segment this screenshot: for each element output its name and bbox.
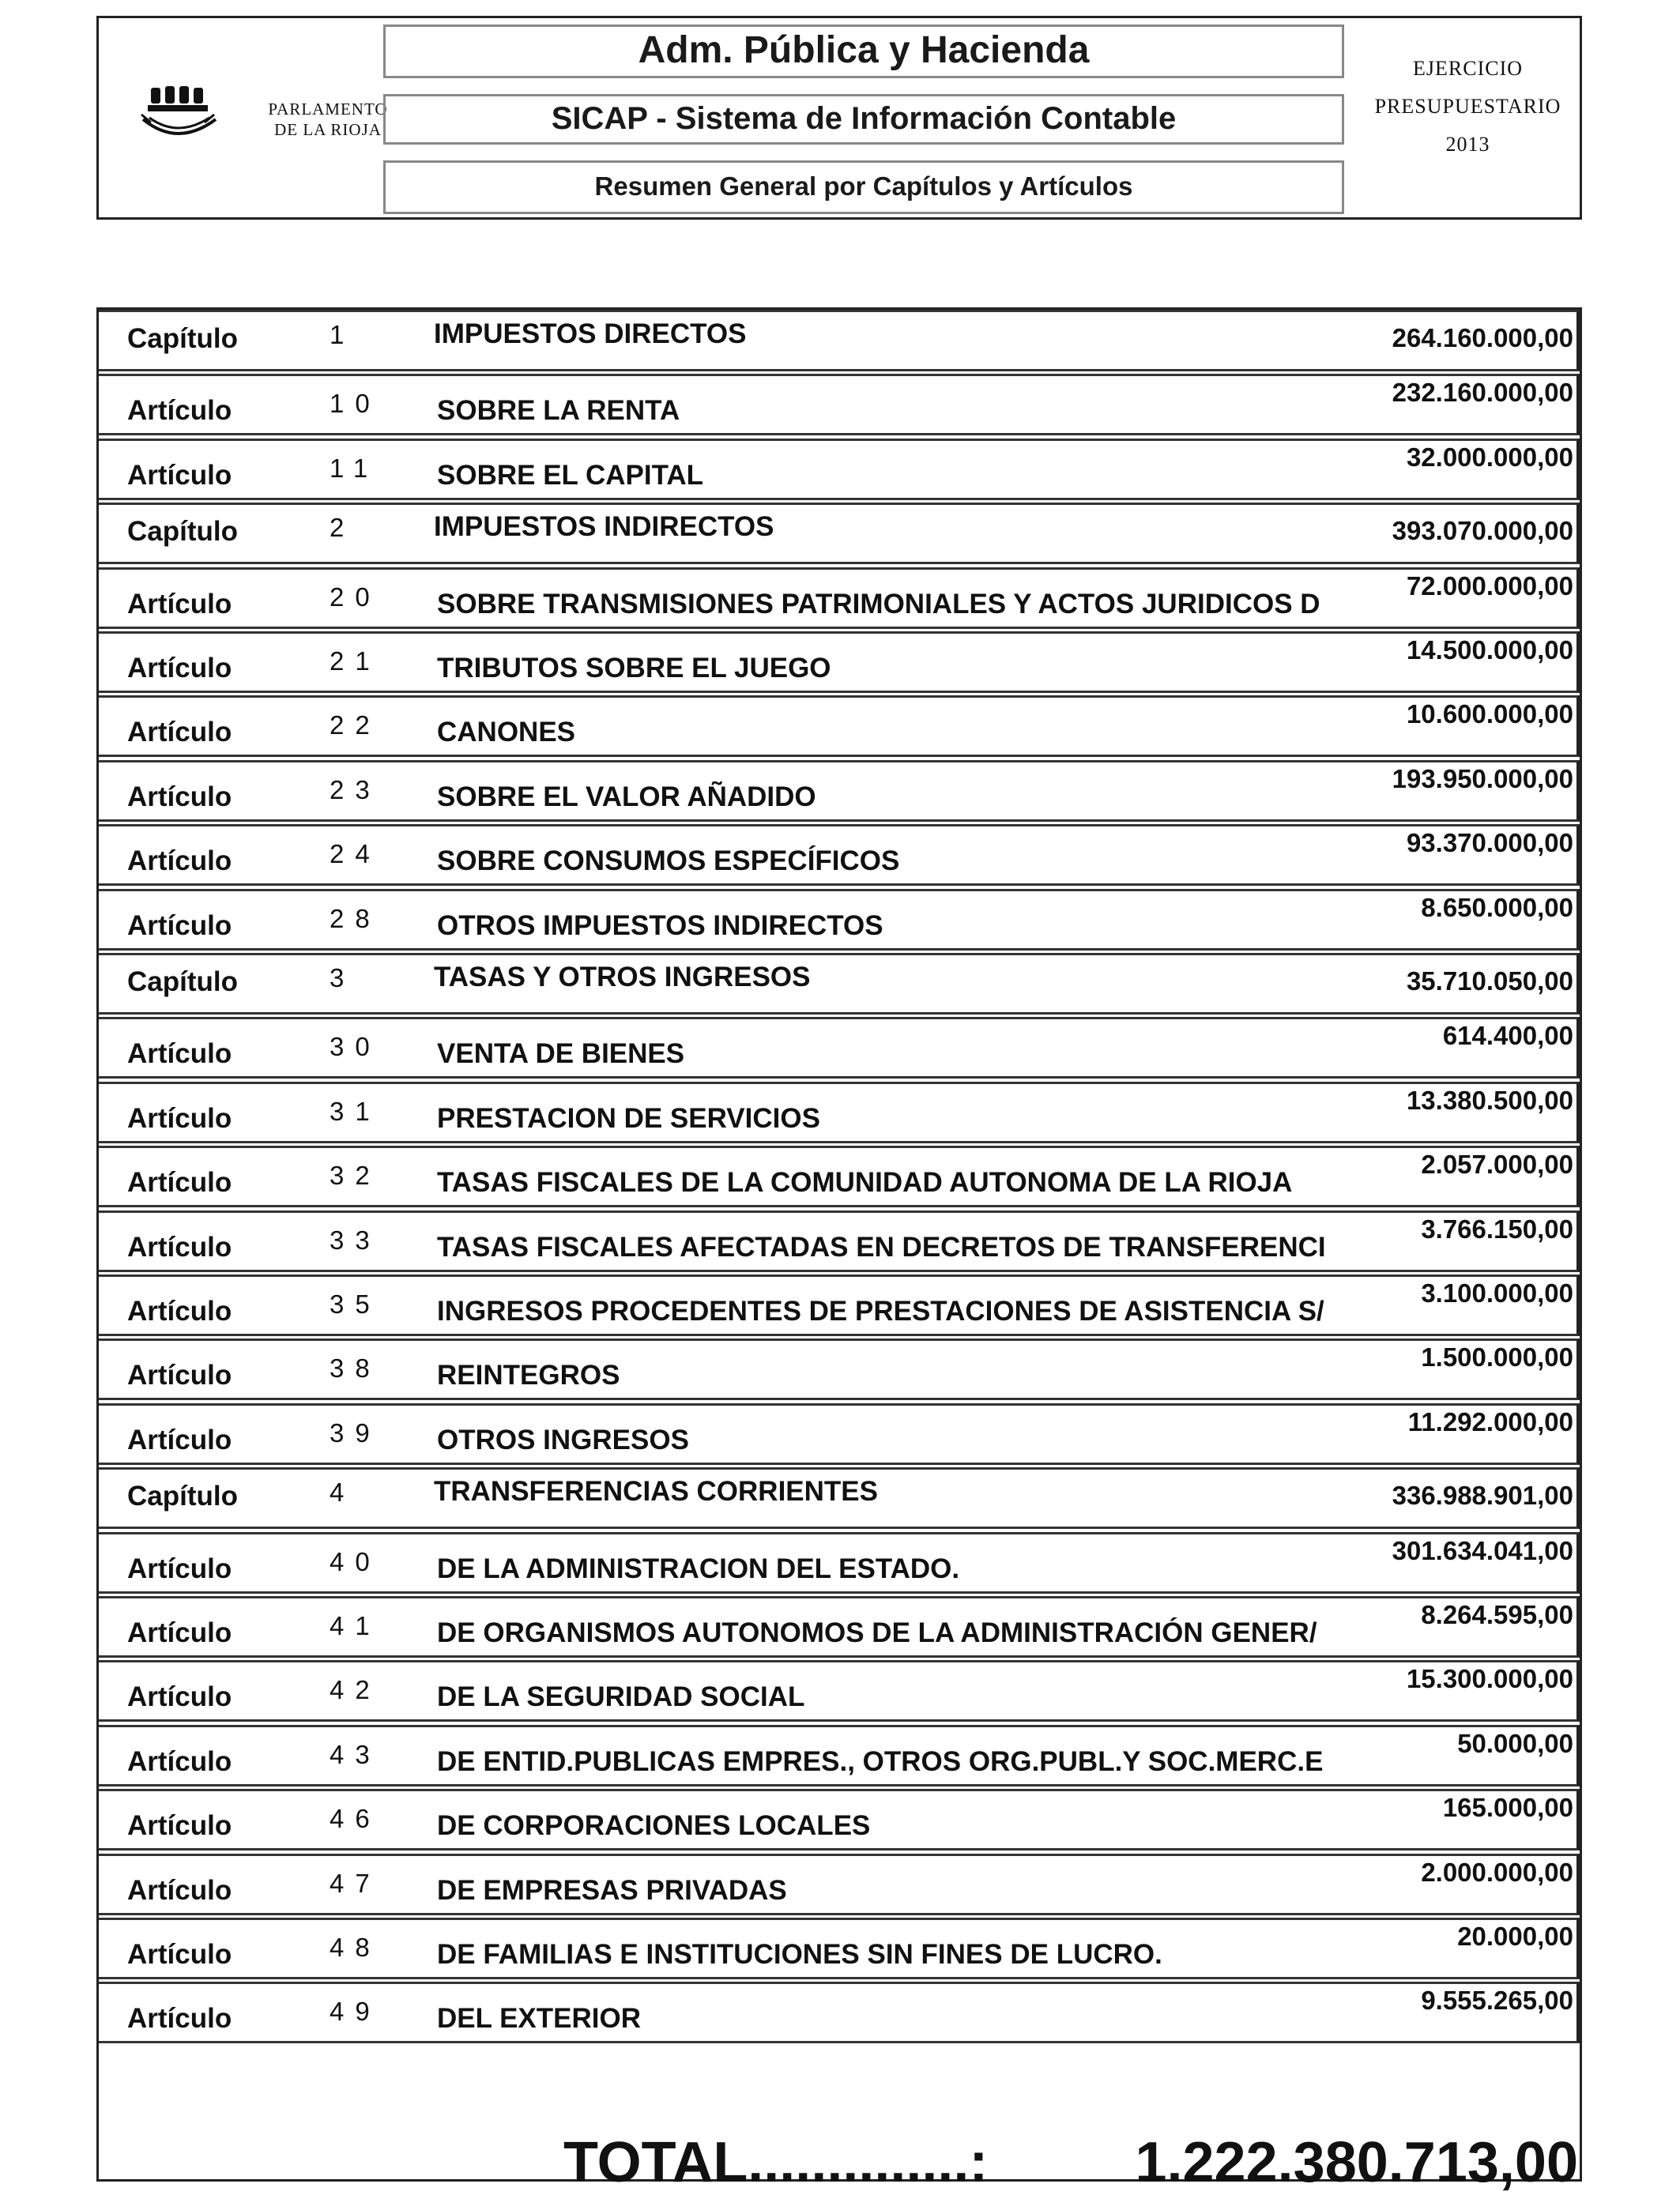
article-row <box>99 1082 1580 1143</box>
article-row <box>99 760 1580 822</box>
chapter-row <box>99 1467 1580 1529</box>
row-amount: 50.000,00 <box>1457 1728 1573 1758</box>
row-description: SOBRE LA RENTA <box>437 395 680 427</box>
row-description: TASAS Y OTROS INGRESOS <box>434 962 811 992</box>
row-type-label: Artículo <box>127 1939 232 1970</box>
row-amount: 232.160.000,00 <box>1392 378 1573 408</box>
row-amount: 13.380.500,00 <box>1406 1085 1573 1115</box>
row-type-label: Artículo <box>127 909 232 941</box>
row-type-label: Artículo <box>127 1681 232 1713</box>
row-type-label: Artículo <box>127 1810 232 1842</box>
row-type-label: Artículo <box>127 845 232 877</box>
row-code: 41 <box>330 1611 381 1640</box>
row-description: PRESTACION DE SERVICIOS <box>437 1102 820 1134</box>
row-code: 33 <box>330 1225 381 1255</box>
row-code: 46 <box>330 1804 381 1834</box>
row-code: 40 <box>330 1546 381 1576</box>
row-type-label: Artículo <box>127 1167 232 1199</box>
row-code: 23 <box>330 774 381 804</box>
article-row <box>99 1146 1580 1207</box>
page-title: Adm. Pública y Hacienda <box>383 24 1344 78</box>
row-type-label: Artículo <box>127 1745 232 1777</box>
article-row <box>99 1982 1580 2043</box>
row-code: 43 <box>330 1739 381 1769</box>
article-row <box>99 1789 1580 1851</box>
row-type-label: Artículo <box>127 1360 232 1391</box>
row-type-label: Capítulo <box>127 1481 238 1512</box>
article-row <box>99 439 1580 500</box>
row-amount: 72.000.000,00 <box>1406 570 1573 601</box>
ejercicio-label: EJERCICIO <box>1413 57 1523 80</box>
system-subtitle: SICAP - Sistema de Información Contable <box>383 94 1344 145</box>
row-description: SOBRE EL CAPITAL <box>437 459 704 491</box>
row-description: TASAS FISCALES DE LA COMUNIDAD AUTONOMA DE LA RIOJA <box>437 1167 1293 1199</box>
row-type-label: Artículo <box>127 1424 232 1455</box>
row-description: SOBRE TRANSMISIONES PATRIMONIALES Y ACTOS JURIDICOS D <box>437 588 1320 619</box>
row-code: 35 <box>330 1290 381 1319</box>
row-type-label: Artículo <box>127 395 232 427</box>
row-description: DE ENTID.PUBLICAS EMPRES., OTROS ORG.PUBL.Y SOC.MERC.E <box>437 1745 1324 1777</box>
row-type-label: Artículo <box>127 459 232 491</box>
article-row <box>99 889 1580 951</box>
row-amount: 165.000,00 <box>1442 1793 1573 1823</box>
chapter-row <box>99 953 1580 1015</box>
row-description: DE EMPRESAS PRIVADAS <box>437 1874 787 1906</box>
row-code: 20 <box>330 582 381 612</box>
chapter-row <box>99 503 1580 564</box>
row-description: SOBRE CONSUMOS ESPECÍFICOS <box>437 845 900 877</box>
row-type-label: Artículo <box>127 717 232 748</box>
article-row <box>99 1532 1580 1594</box>
row-type-label: Artículo <box>127 781 232 812</box>
row-type-label: Artículo <box>127 1617 232 1648</box>
row-amount: 35.710.050,00 <box>1406 966 1573 996</box>
row-amount: 393.070.000,00 <box>1392 516 1573 546</box>
row-type-label: Capítulo <box>127 323 238 354</box>
fiscal-year-block <box>1355 50 1580 164</box>
row-amount: 1.500.000,00 <box>1421 1342 1573 1372</box>
article-row <box>99 824 1580 886</box>
row-description: VENTA DE BIENES <box>437 1038 685 1070</box>
row-description: REINTEGROS <box>437 1360 620 1391</box>
row-type-label: Artículo <box>127 1102 232 1134</box>
row-amount: 301.634.041,00 <box>1392 1535 1573 1565</box>
row-code: 11 <box>330 453 379 483</box>
row-code: 3 <box>330 963 345 992</box>
row-description: OTROS IMPUESTOS INDIRECTOS <box>437 909 883 941</box>
row-description: IMPUESTOS DIRECTOS <box>434 318 747 349</box>
row-description: TRIBUTOS SOBRE EL JUEGO <box>437 653 831 683</box>
row-code: 31 <box>330 1096 381 1126</box>
article-row <box>99 1854 1580 1915</box>
row-type-label: Capítulo <box>127 516 238 548</box>
row-description: TASAS FISCALES AFECTADAS EN DECRETOS DE TRANSFERENCI <box>437 1231 1326 1263</box>
row-code: 42 <box>330 1675 381 1705</box>
article-row <box>99 1338 1580 1400</box>
row-amount: 8.264.595,00 <box>1421 1600 1573 1629</box>
article-row <box>99 1725 1580 1786</box>
article-row <box>99 631 1580 693</box>
row-description: SOBRE EL VALOR AÑADIDO <box>437 781 816 812</box>
row-type-label: Artículo <box>127 2003 232 2035</box>
report-name: Resumen General por Capítulos y Artículos <box>383 160 1344 214</box>
parliament-logo <box>122 80 423 159</box>
row-code: 24 <box>330 839 381 869</box>
total-value: 1.222.380.713,00 <box>1135 2131 1578 2194</box>
row-amount: 11.292.000,00 <box>1407 1406 1573 1436</box>
row-amount: 2.057.000,00 <box>1421 1150 1573 1180</box>
report-header <box>96 16 1582 220</box>
row-amount: 264.160.000,00 <box>1392 323 1573 352</box>
row-amount: 336.988.901,00 <box>1392 1481 1573 1511</box>
chapter-row <box>99 310 1580 371</box>
total-label: TOTAL..............: <box>563 2131 989 2194</box>
row-type-label: Artículo <box>127 1038 232 1070</box>
row-code: 10 <box>330 389 381 419</box>
row-description: INGRESOS PROCEDENTES DE PRESTACIONES DE ASISTENCIA S/ <box>437 1296 1324 1327</box>
row-code: 2 <box>330 513 345 543</box>
fiscal-year: 2013 <box>1445 133 1490 156</box>
row-amount: 32.000.000,00 <box>1406 442 1573 472</box>
article-row <box>99 374 1580 435</box>
row-code: 4 <box>330 1478 345 1508</box>
row-amount: 14.500.000,00 <box>1406 635 1573 665</box>
article-row <box>99 1403 1580 1465</box>
row-amount: 9.555.265,00 <box>1421 1986 1573 2016</box>
row-description: DE LA SEGURIDAD SOCIAL <box>437 1681 805 1713</box>
row-description: CANONES <box>437 717 576 748</box>
row-code: 22 <box>330 710 381 740</box>
row-code: 47 <box>330 1868 381 1898</box>
row-type-label: Artículo <box>127 588 232 619</box>
row-description: DEL EXTERIOR <box>437 2003 642 2035</box>
row-description: DE ORGANISMOS AUTONOMOS DE LA ADMINISTRACIÓN GENER/ <box>437 1617 1317 1648</box>
row-description: IMPUESTOS INDIRECTOS <box>434 511 774 543</box>
article-row <box>99 1660 1580 1722</box>
article-row <box>99 1210 1580 1272</box>
row-code: 39 <box>330 1418 381 1448</box>
article-row <box>99 695 1580 757</box>
row-code: 48 <box>330 1933 381 1962</box>
row-type-label: Capítulo <box>127 966 238 997</box>
row-code: 1 <box>330 320 345 349</box>
row-type-label: Artículo <box>127 1874 232 1906</box>
row-description: DE FAMILIAS E INSTITUCIONES SIN FINES DE LUCRO. <box>437 1939 1162 1970</box>
row-amount: 3.766.150,00 <box>1421 1214 1573 1244</box>
article-row <box>99 1918 1580 1979</box>
row-amount: 8.650.000,00 <box>1421 892 1573 922</box>
row-code: 30 <box>330 1032 381 1062</box>
row-type-label: Artículo <box>127 1231 232 1263</box>
row-description: TRANSFERENCIAS CORRIENTES <box>434 1476 878 1508</box>
row-code: 28 <box>330 903 381 933</box>
row-amount: 3.100.000,00 <box>1421 1278 1573 1308</box>
article-row <box>99 567 1580 629</box>
row-description: DE LA ADMINISTRACION DEL ESTADO. <box>437 1553 960 1584</box>
row-code: 49 <box>330 1997 381 2027</box>
parliament-emblem-icon <box>140 80 219 149</box>
article-row <box>99 1274 1580 1336</box>
row-amount: 93.370.000,00 <box>1406 828 1573 858</box>
row-amount: 193.950.000,00 <box>1392 763 1573 793</box>
row-description: OTROS INGRESOS <box>437 1424 689 1455</box>
row-amount: 20.000,00 <box>1457 1922 1573 1951</box>
summary-table <box>96 307 1582 2194</box>
row-code: 38 <box>330 1354 381 1384</box>
row-code: 21 <box>330 646 381 676</box>
row-code: 32 <box>330 1161 381 1191</box>
row-amount: 15.300.000,00 <box>1406 1664 1573 1694</box>
row-amount: 10.600.000,00 <box>1406 699 1573 729</box>
row-type-label: Artículo <box>127 653 232 683</box>
article-row <box>99 1017 1580 1079</box>
row-description: DE CORPORACIONES LOCALES <box>437 1810 871 1842</box>
presupuestario-label: PRESUPUESTARIO <box>1374 95 1561 118</box>
row-amount: 614.400,00 <box>1442 1021 1573 1051</box>
row-type-label: Artículo <box>127 1296 232 1327</box>
row-amount: 2.000.000,00 <box>1421 1857 1573 1887</box>
logo-text-line1: PARLAMENTO <box>268 100 388 119</box>
article-row <box>99 1596 1580 1658</box>
logo-text-line2: DE LA RIOJA <box>274 120 382 139</box>
row-type-label: Artículo <box>127 1553 232 1584</box>
